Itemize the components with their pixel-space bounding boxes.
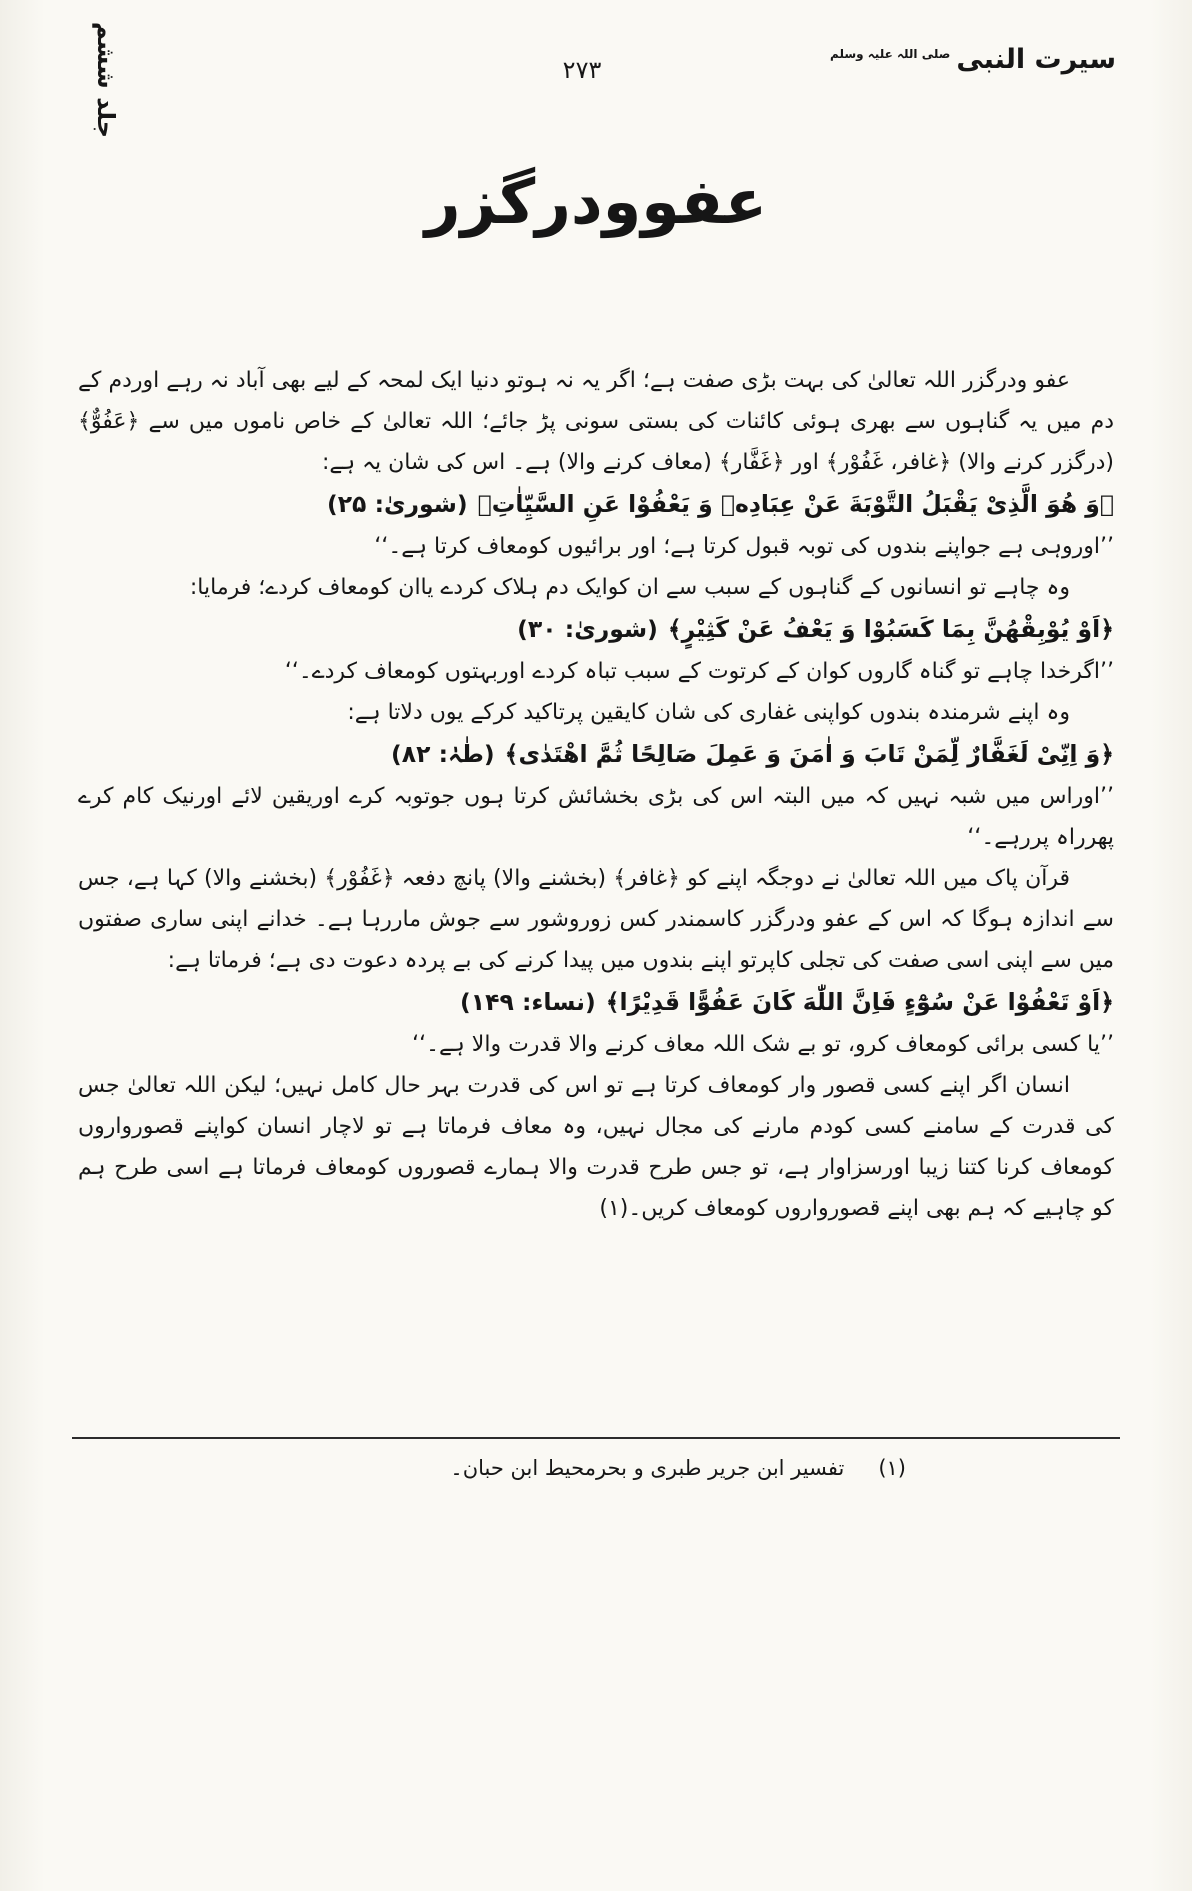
verse-translation: ’’اوراس میں شبہ نہیں کہ میں البتہ اس کی بڑی بخشائش کرتا ہوں جوتوبہ کرے اوریقین لائے اورنیک کام کرے پھرراہ پررہے۔‘‘ — [78, 784, 1114, 850]
page-number: ۲۷۳ — [562, 56, 602, 84]
chapter-title: عفوودرگزر — [424, 165, 768, 238]
verse-reference: (شوریٰ: ۲۵) — [326, 490, 468, 518]
paragraph: وہ چاہے تو انسانوں کے گناہوں کے سبب سے ان کوایک دم ہلاک کردے یاان کومعاف کردے؛ فرمایا: — [189, 575, 1070, 600]
honorific-mark: صلی اللہ علیہ وسلم — [830, 47, 951, 61]
verse-reference: (نساء: ۱۴۹) — [460, 988, 596, 1016]
book-title-text: سیرت النبی — [956, 44, 1116, 75]
quran-verse — [78, 609, 1114, 650]
paragraph: انسان اگر اپنے کسی قصور وار کومعاف کرتا ہے تو اس کی قدرت بہر حال کامل نہیں؛ لیکن اللہ تعالیٰ جس کی قدرت کے سامنے کسی کودم مارنے کی مجال نہیں، وہ معاف فرماتا ہے تو لاچار انسان کواپنے قصورواروں کومعاف کرنا کتنا زیبا اورسزاوار ہے، تو جس طرح قدرت والا ہمارے قصوروں کومعاف فرماتا ہے اسی طرح ہم کو چاہیے کہ ہم بھی اپنے قصورواروں کومعاف کریں۔(۱) — [78, 1073, 1114, 1221]
verse-reference: (طٰہٰ: ۸۲) — [391, 740, 495, 768]
footnote — [450, 1456, 906, 1480]
verse-reference: (شوریٰ: ۳۰) — [517, 615, 658, 643]
footnote-text: تفسیر ابن جریر طبری و بحرمحیط ابن حبان۔ — [450, 1456, 845, 1480]
paragraph: قرآن پاک میں اللہ تعالیٰ نے دوجگہ اپنے کو ﴿غافر﴾ (بخشنے والا) پانچ دفعہ ﴿غَفُوْر﴾ (بخشنے والا) کہا ہے، جس سے اندازہ ہوگا کہ اس کے عفو ودرگزر کاسمندر کس زوروشور سے جوش ماررہا ہے۔ خدانے اپنی ساری صفتوں میں سے اپنی اسی صفت کی تجلی کاپرتو اپنے بندوں میں پیدا کرنے کی بے پردہ دعوت دی ہے؛ فرماتا ہے: — [78, 866, 1114, 973]
paragraph: وہ اپنے شرمندہ بندوں کواپنی غفاری کی شان کایقین پرتاکید کرکے یوں دلاتا ہے: — [347, 700, 1070, 725]
verse-text: ﴿وَ اِنِّیْ لَغَفَّارٌ لِّمَنْ تَابَ وَ اٰمَنَ وَ عَمِلَ صَالِحًا ثُمَّ اهْتَدٰی﴾ — [504, 740, 1114, 768]
page-header — [48, 21, 1116, 139]
verse-text: ﴿اَوْ تَعْفُوْا عَنْ سُوْٓءٍ فَاِنَّ اللّٰهَ كَانَ عَفُوًّا قَدِیْرًا﴾ — [605, 988, 1114, 1016]
quran-verse — [78, 734, 1114, 775]
quran-verse — [78, 982, 1114, 1023]
footnote-divider — [72, 1437, 1120, 1439]
verse-translation: ’’اوروہی ہے جواپنے بندوں کی توبہ قبول کرتا ہے؛ اور برائیوں کومعاف کرتا ہے۔‘‘ — [374, 534, 1114, 559]
verse-translation: ’’اگرخدا چاہے تو گناہ گاروں کوان کے کرتوت کے سبب تباہ کردے اوربہتوں کومعاف کردے۔‘‘ — [284, 659, 1114, 684]
footnote-marker: (۱) — [878, 1456, 906, 1480]
body-text — [78, 360, 1114, 1420]
book-title — [830, 44, 1116, 75]
verse-text: ﴿وَ هُوَ الَّذِیْ یَقْبَلُ التَّوْبَةَ عَنْ عِبَادِهٖ وَ یَعْفُوْا عَنِ السَّیِّاٰتِ﴾ — [477, 490, 1114, 518]
verse-text: ﴿اَوْ یُوْبِقْهُنَّ بِمَا كَسَبُوْا وَ یَعْفُ عَنْ كَثِیْرٍ﴾ — [667, 615, 1114, 643]
volume-label: جلد ششم — [92, 21, 121, 139]
paragraph: عفو ودرگزر اللہ تعالیٰ کی بہت بڑی صفت ہے؛ اگر یہ نہ ہوتو دنیا ایک لمحہ کے لیے بھی آباد نہ رہے اوردم کے دم میں یہ گناہوں سے بھری ہوئی کائنات کی بستی سونی پڑ جائے؛ اللہ تعالیٰ کے خاص ناموں میں سے ﴿عَفُوٌّ﴾ (درگزر کرنے والا) ﴿غافر، غَفُوْر﴾ اور ﴿غَفَّار﴾ (معاف کرنے والا) ہے۔ اس کی شان یہ ہے: — [78, 368, 1114, 475]
verse-translation: ’’یا کسی برائی کومعاف کرو، تو بے شک اللہ معاف کرنے والا قدرت والا ہے۔‘‘ — [412, 1032, 1114, 1057]
quran-verse — [78, 484, 1114, 525]
